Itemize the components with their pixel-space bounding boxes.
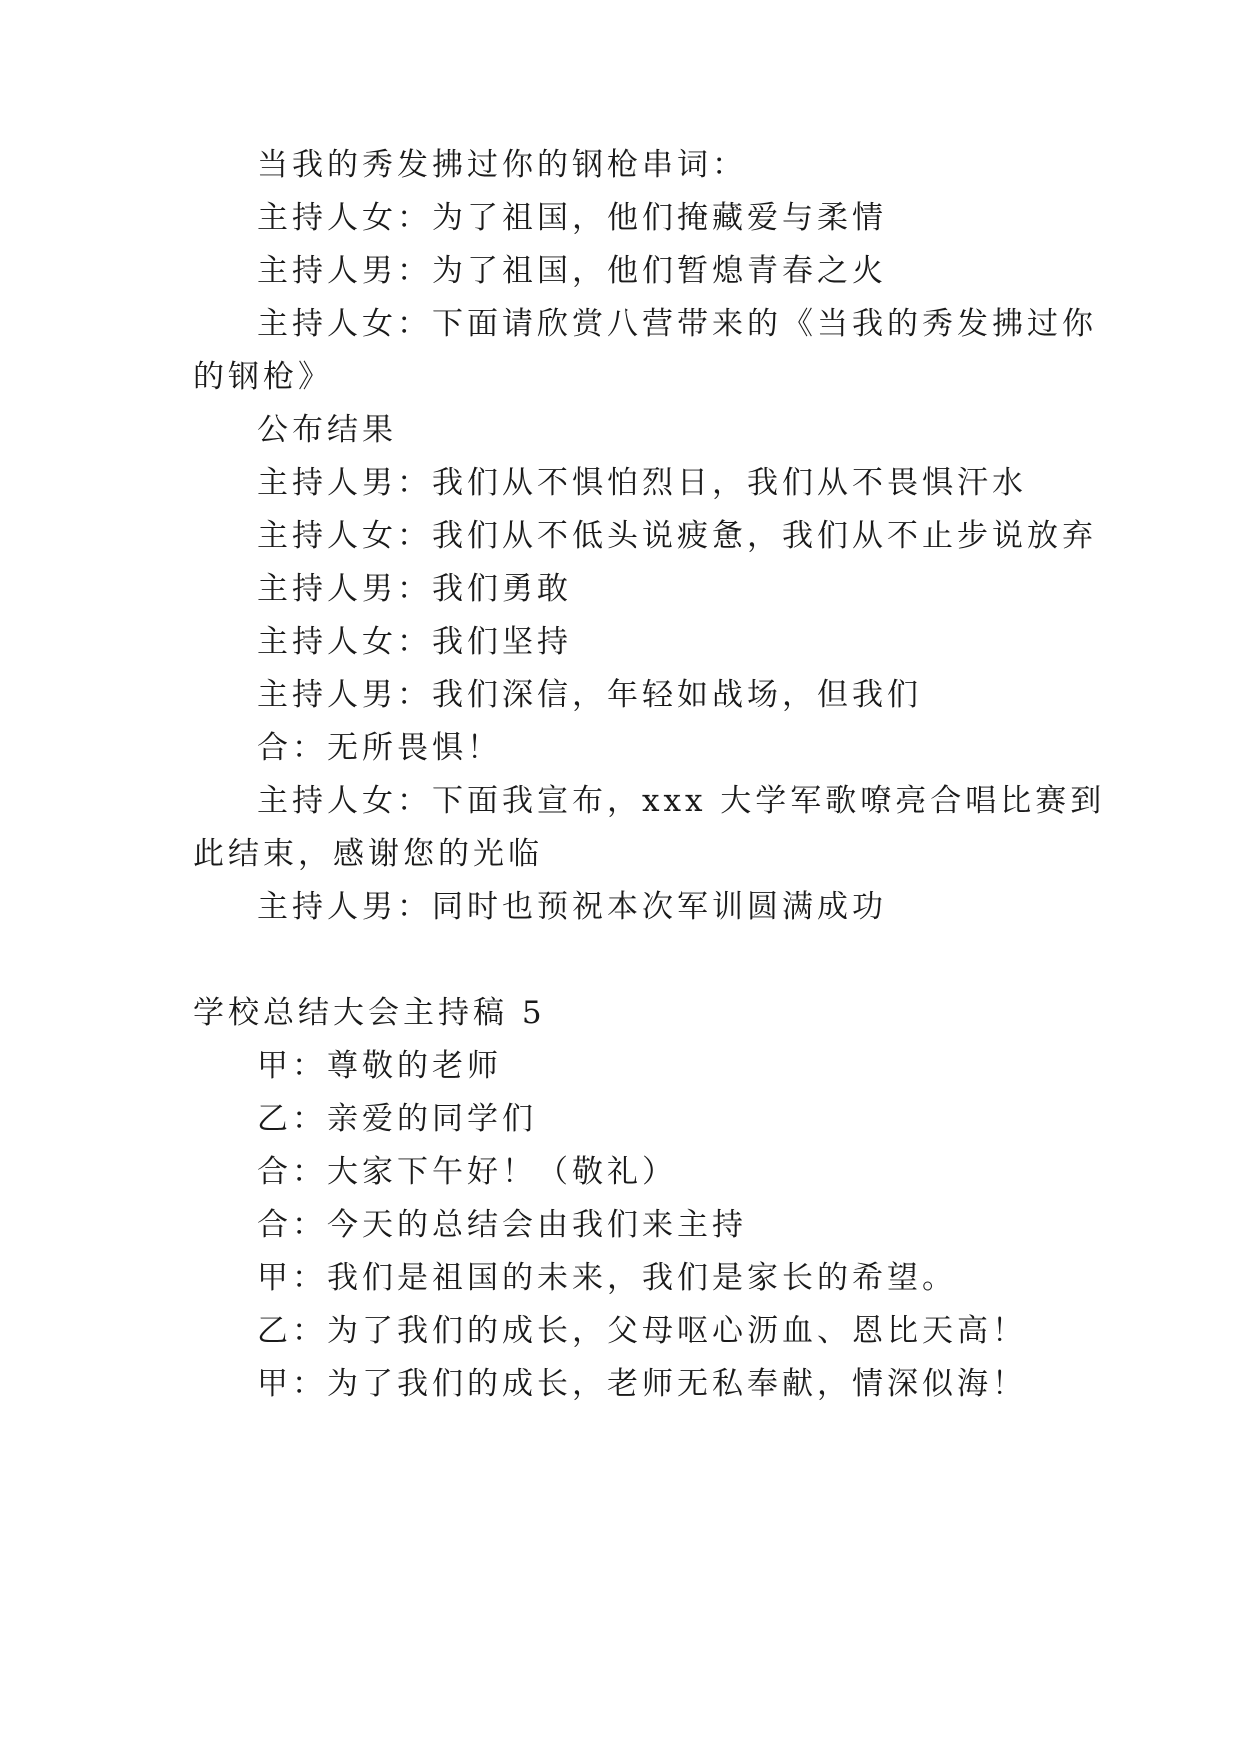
dialogue-line: 甲：我们是祖国的未来，我们是家长的希望。 bbox=[257, 1260, 957, 1296]
dialogue-line: 甲：为了我们的成长，老师无私奉献，情深似海！ bbox=[257, 1366, 1027, 1402]
dialogue-line: 公布结果 bbox=[257, 412, 397, 448]
dialogue-line: 主持人女：我们从不低头说疲惫，我们从不止步说放弃 bbox=[257, 518, 1097, 554]
dialogue-line-continued: 的钢枪》 bbox=[193, 359, 333, 395]
dialogue-line: 主持人女：为了祖国，他们掩藏爱与柔情 bbox=[257, 200, 887, 236]
section-heading: 学校总结大会主持稿 5 bbox=[193, 995, 546, 1031]
script-title: 当我的秀发拂过你的钢枪串词： bbox=[257, 147, 747, 183]
dialogue-line: 合：今天的总结会由我们来主持 bbox=[257, 1207, 747, 1243]
dialogue-line: 乙：亲爱的同学们 bbox=[257, 1101, 537, 1137]
dialogue-line: 主持人男：我们从不惧怕烈日，我们从不畏惧汗水 bbox=[257, 465, 1027, 501]
dialogue-line: 主持人女：我们坚持 bbox=[257, 624, 572, 660]
dialogue-line: 主持人女：下面我宣布，xxx 大学军歌嘹亮合唱比赛到 bbox=[257, 783, 1106, 819]
dialogue-line-continued: 此结束，感谢您的光临 bbox=[193, 836, 543, 872]
dialogue-line: 主持人男：同时也预祝本次军训圆满成功 bbox=[257, 889, 887, 925]
dialogue-line: 乙：为了我们的成长，父母呕心沥血、恩比天高！ bbox=[257, 1313, 1027, 1349]
dialogue-line: 主持人男：我们深信，年轻如战场，但我们 bbox=[257, 677, 922, 713]
dialogue-line: 主持人男：我们勇敢 bbox=[257, 571, 572, 607]
dialogue-line: 甲：尊敬的老师 bbox=[257, 1048, 502, 1084]
dialogue-line: 合：无所畏惧！ bbox=[257, 730, 502, 766]
dialogue-line: 合：大家下午好！（敬礼） bbox=[257, 1154, 677, 1190]
dialogue-line: 主持人男：为了祖国，他们暂熄青春之火 bbox=[257, 253, 887, 289]
dialogue-line: 主持人女：下面请欣赏八营带来的《当我的秀发拂过你 bbox=[257, 306, 1097, 342]
